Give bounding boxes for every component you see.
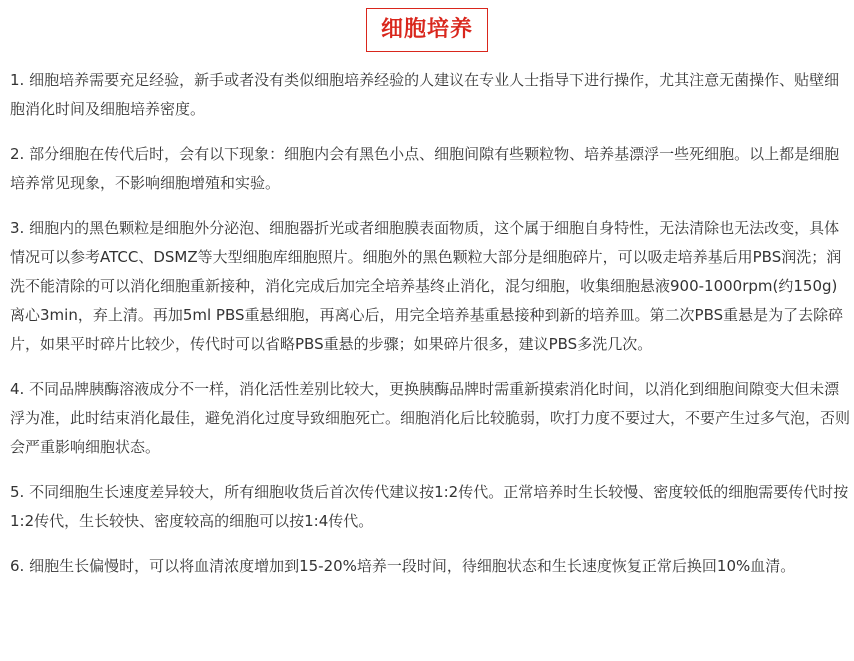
paragraph-4: 4. 不同品牌胰酶溶液成分不一样，消化活性差别比较大，更换胰酶品牌时需重新摸索消化时间，以消化到细胞间隙变大但未漂浮为准，此时结束消化最佳，避免消化过度导致细胞死亡。细胞消化后比较脆弱，吹打力度不要过大，不要产生过多气泡，否则会严重影响细胞状态。 — [10, 380, 851, 456]
page-title: 细胞培养 — [366, 8, 488, 52]
paragraph-6: 6. 细胞生长偏慢时，可以将血清浓度增加到15-20%培养一段时间，待细胞状态和生长速度恢复正常后换回10%血清。 — [10, 557, 796, 575]
title-container — [0, 8, 854, 52]
paragraph-5: 5. 不同细胞生长速度差异较大，所有细胞收货后首次传代建议按1:2传代。正常培养时生长较慢、密度较低的细胞需要传代时按1:2传代，生长较快、密度较高的细胞可以按1:4传代。 — [10, 483, 849, 530]
paragraph-1: 1. 细胞培养需要充足经验，新手或者没有类似细胞培养经验的人建议在专业人士指导下进行操作，尤其注意无菌操作、贴壁细胞消化时间及细胞培养密度。 — [10, 71, 840, 118]
paragraph-3: 3. 细胞内的黑色颗粒是细胞外分泌泡、细胞器折光或者细胞膜表面物质，这个属于细胞自身特性，无法清除也无法改变，具体情况可以参考ATCC、DSMZ等大型细胞库细胞照片。细胞外的黑色颗粒大部分是细胞碎片，可以吸走培养基后用PBS润洗；润洗不能清除的可以消化细胞重新接种，消化完成后加完全培养基终止消化，混匀细胞，收集细胞悬液900-1000rpm(约150g)离心3min，弃上清。再加5ml PBS重悬细胞，再离心后，用完全培养基重悬接种到新的培养皿。第二次PBS重悬是为了去除碎片，如果平时碎片比较少，传代时可以省略PBS重悬的步骤；如果碎片很多，建议PBS多洗几次。 — [10, 219, 844, 353]
article-body — [10, 66, 852, 597]
paragraph-2: 2. 部分细胞在传代后时，会有以下现象：细胞内会有黑色小点、细胞间隙有些颗粒物、培养基漂浮一些死细胞。以上都是细胞培养常见现象，不影响细胞增殖和实验。 — [10, 145, 840, 192]
